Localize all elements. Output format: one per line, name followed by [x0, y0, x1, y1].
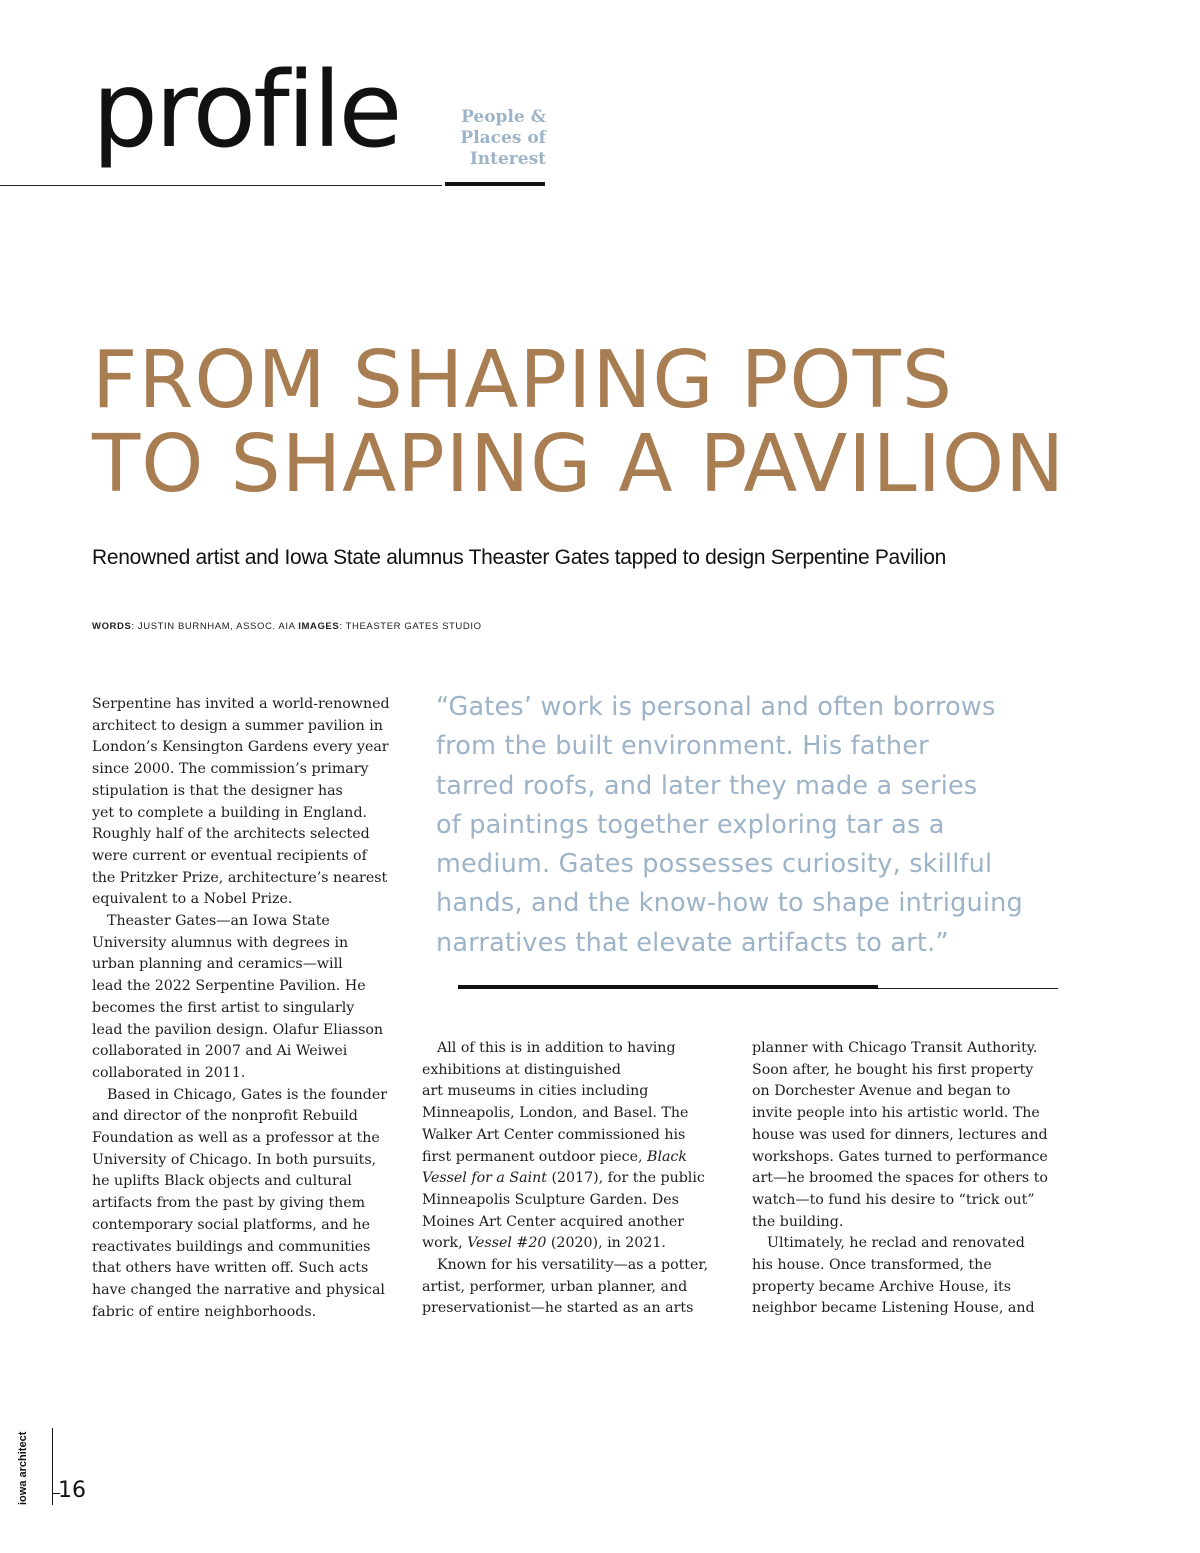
text-line: invite people into his artistic world. The	[752, 1105, 1040, 1122]
body-paragraph	[92, 694, 404, 911]
body-paragraph	[752, 1038, 1070, 1233]
text-line: and director of the nonprofit Rebuild	[92, 1108, 358, 1125]
pull-quote-line: “Gates’ work is personal and often borrows	[436, 692, 996, 722]
text-line: collaborated in 2007 and Ai Weiwei	[92, 1043, 348, 1060]
text-line: Theaster Gates—an Iowa State	[107, 913, 330, 930]
credits-words-label: WORDS	[92, 621, 132, 632]
text-line: that others have written off. Such acts	[92, 1260, 369, 1277]
text-line: Walker Art Center commissioned his	[422, 1126, 686, 1143]
text-line: artifacts from the past by giving them	[92, 1195, 366, 1212]
pull-quote-line: of paintings together exploring tar as a	[436, 809, 945, 840]
text-line: Foundation as well as a professor at the	[92, 1130, 380, 1147]
text-line: his house. Once transformed, the	[752, 1257, 992, 1274]
text-fragment: (2020), in 2021.	[546, 1235, 666, 1252]
text-line: artist, performer, urban planner, and	[422, 1278, 688, 1295]
text-fragment: (2017), for the public	[546, 1170, 705, 1187]
body-column-3	[752, 1038, 1070, 1320]
text-line: Moines Art Center acquired another	[422, 1213, 685, 1230]
text-line: reactivates buildings and communities	[92, 1238, 371, 1255]
pull-quote-line: hands, and the know-how to shape intriguing	[436, 888, 1023, 919]
text-line: Based in Chicago, Gates is the founder	[107, 1086, 387, 1103]
pull-quote-line: medium. Gates possesses curiosity, skillful	[436, 849, 993, 880]
text-line: he uplifts Black objects and cultural	[92, 1173, 352, 1190]
body-paragraph	[422, 1255, 734, 1320]
text-line: the building.	[752, 1213, 844, 1230]
text-line: collaborated in 2011.	[92, 1064, 246, 1081]
text-line: Roughly half of the architects selected	[92, 826, 370, 843]
artwork-title: Black	[647, 1148, 687, 1165]
body-column-2	[422, 1038, 734, 1320]
text-line: were current or eventual recipients of	[92, 847, 367, 864]
header-accent-rule	[445, 182, 545, 186]
headline-line: FROM SHAPING POTS	[92, 334, 953, 426]
section-subtitle	[446, 107, 546, 170]
artwork-title: Vessel for a Saint	[422, 1170, 547, 1187]
text-line: architect to design a summer pavilion in	[92, 717, 383, 734]
pull-quote	[436, 688, 1048, 963]
text-line: have changed the narrative and physical	[92, 1281, 385, 1298]
text-line: Ultimately, he reclad and renovated	[767, 1235, 1025, 1252]
text-line: Minneapolis, London, and Basel. The	[422, 1105, 689, 1122]
text-line: fabric of entire neighborhoods.	[92, 1303, 317, 1320]
text-line: Serpentine has invited a world-renowned	[92, 696, 390, 712]
text-line: yet to complete a building in England.	[92, 804, 368, 821]
artwork-title: Vessel #20	[467, 1235, 547, 1252]
text-line: University alumnus with degrees in	[92, 934, 349, 951]
body-paragraph	[422, 1038, 734, 1255]
text-line: lead the 2022 Serpentine Pavilion. He	[92, 978, 366, 995]
text-line: property became Archive House, its	[752, 1278, 1011, 1295]
text-line: neighbor became Listening House, and	[752, 1300, 1035, 1317]
text-line: urban planning and ceramics—will	[92, 956, 343, 973]
page-number: 16	[58, 1478, 86, 1503]
text-line: art—he broomed the spaces for others to	[752, 1170, 1048, 1187]
text-line: contemporary social platforms, and he	[92, 1216, 370, 1233]
text-line: becomes the first artist to singularly	[92, 999, 355, 1016]
pull-quote-line: from the built environment. His father	[436, 731, 929, 762]
header-rule	[0, 185, 442, 186]
pull-quote-line: tarred roofs, and later they made a series	[436, 770, 978, 801]
text-line: University of Chicago. In both pursuits,	[92, 1151, 377, 1168]
text-line: All of this is in addition to having	[437, 1040, 676, 1056]
credits-words-value: : JUSTIN BURNHAM, ASSOC. AIA	[131, 621, 295, 632]
text-line: Known for his versatility—as a potter,	[437, 1257, 709, 1274]
pull-quote-accent-rule	[458, 985, 878, 989]
text-line: Minneapolis Sculpture Garden. Des	[422, 1191, 679, 1208]
article-headline	[92, 334, 1172, 510]
text-line: house was used for dinners, lectures and	[752, 1126, 1048, 1143]
section-subtitle-line: People &	[461, 107, 546, 127]
body-paragraph	[752, 1233, 1070, 1320]
pull-quote-line: narratives that elevate artifacts to art.”	[436, 927, 949, 958]
text-line: watch—to fund his desire to “trick out”	[752, 1191, 1035, 1208]
text-line: stipulation is that the designer has	[92, 782, 343, 799]
publication-name: iowa architect	[17, 1431, 29, 1505]
section-subtitle-line: Interest	[469, 149, 546, 169]
text-line: planner with Chicago Transit Authority.	[752, 1040, 1038, 1056]
text-line: exhibitions at distinguished	[422, 1061, 621, 1078]
text-line: Soon after, he bought his first property	[752, 1061, 1034, 1078]
article-credits	[92, 621, 482, 632]
text-fragment: work,	[422, 1235, 468, 1252]
text-line: equivalent to a Nobel Prize.	[92, 891, 293, 908]
text-line: workshops. Gates turned to performance	[752, 1148, 1048, 1165]
text-line: preservationist—he started as an arts	[422, 1300, 694, 1317]
body-paragraph	[92, 1085, 404, 1324]
headline-line: TO SHAPING A PAVILION	[92, 418, 1066, 510]
article-deck: Renowned artist and Iowa State alumnus Theaster Gates tapped to design Serpentine Pavilion	[92, 546, 946, 569]
section-subtitle-line: Places of	[460, 128, 546, 148]
text-fragment: first permanent outdoor piece,	[422, 1148, 648, 1165]
section-title: profile	[92, 49, 400, 171]
text-line: the Pritzker Prize, architecture’s nearest	[92, 869, 388, 886]
body-column-1	[92, 694, 404, 1323]
text-line: since 2000. The commission’s primary	[92, 761, 369, 778]
credits-images-label: IMAGES	[298, 621, 340, 632]
text-line: art museums in cities including	[422, 1083, 649, 1100]
text-line: lead the pavilion design. Olafur Eliasson	[92, 1021, 384, 1038]
body-paragraph	[92, 911, 404, 1085]
text-line: on Dorchester Avenue and began to	[752, 1083, 1011, 1100]
credits-images-value: : THEASTER GATES STUDIO	[339, 621, 482, 632]
text-line: London’s Kensington Gardens every year	[92, 739, 389, 756]
